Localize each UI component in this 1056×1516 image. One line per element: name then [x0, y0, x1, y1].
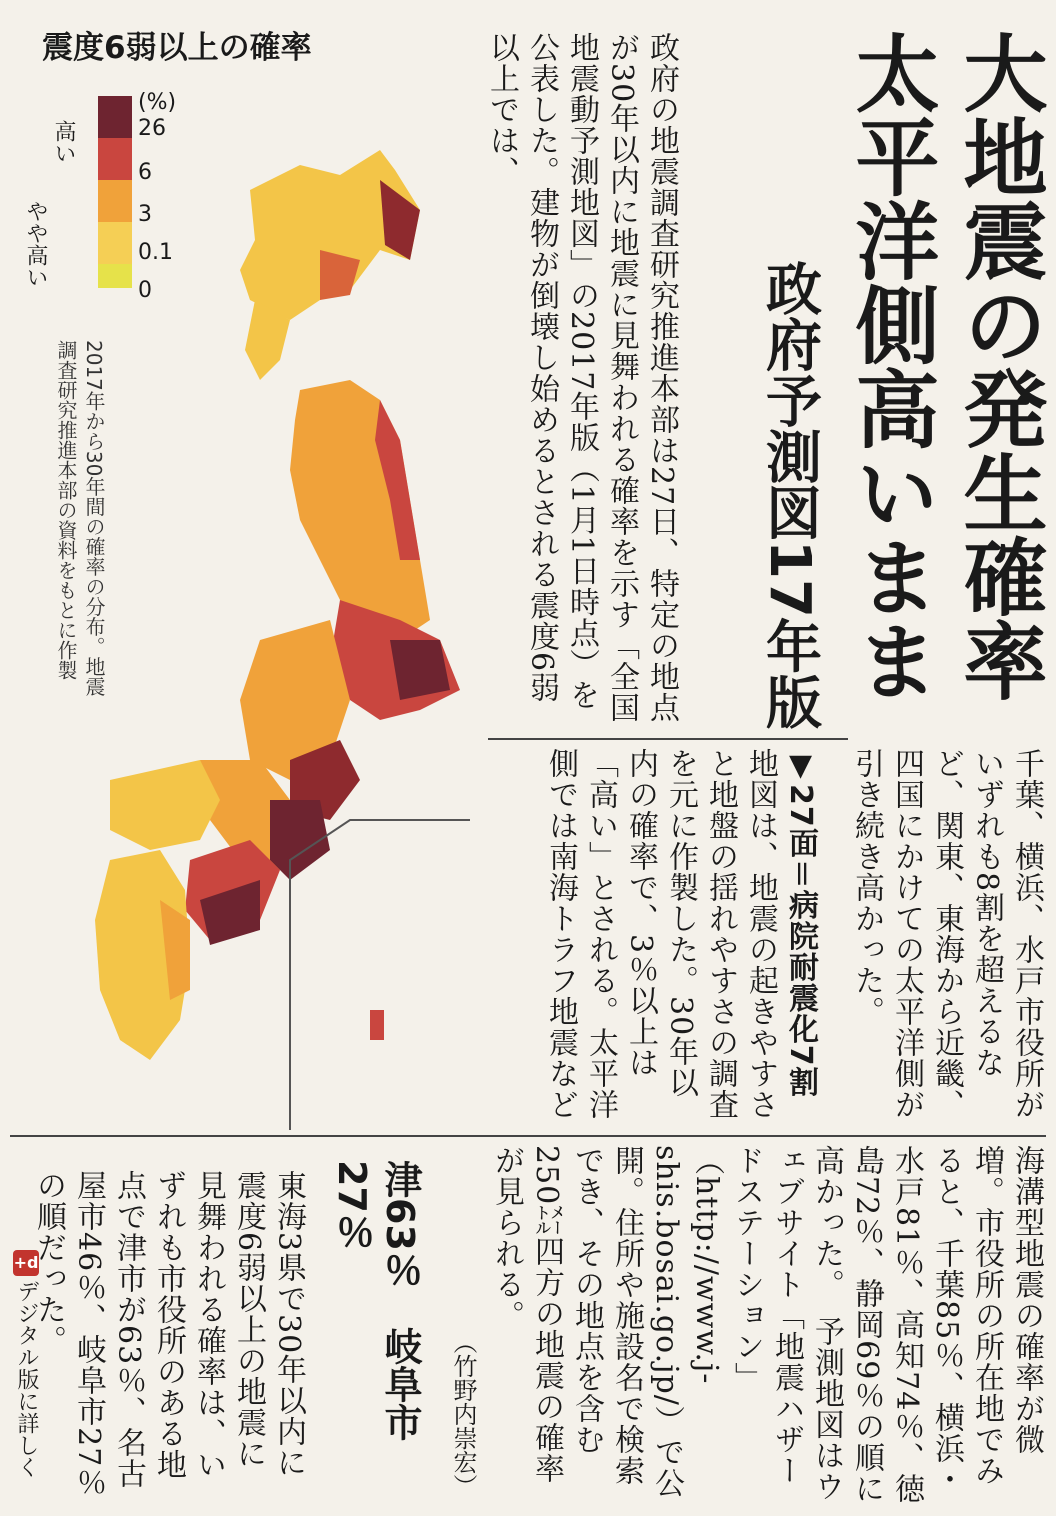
- legend-value-0-1: 0.1: [138, 240, 173, 265]
- article-body-end: 東海3県で30年以内に震度6弱以上の地震に見舞われる確率は、いずれも市役所のある地点で津市が63％、名古屋市46％、岐阜市27％の順だった。: [31, 1170, 306, 1499]
- map-title: 震度6弱以上の確率: [42, 30, 312, 66]
- legend-swatch-2: [98, 138, 132, 180]
- headline-line-1: 大地震の発生確率: [950, 30, 1048, 702]
- digital-edition-note[interactable]: デジタル版に詳しく: [14, 1280, 39, 1478]
- legend-value-6: 6: [138, 160, 152, 185]
- divider: [488, 738, 848, 740]
- legend-swatch-1: [98, 96, 132, 138]
- map-legend: [10, 90, 210, 310]
- cross-reference: ▼27面＝病院耐震化7割: [783, 748, 818, 1098]
- legend-value-3: 3: [138, 202, 152, 227]
- headline-line-2: 太平洋側高いまま: [842, 30, 940, 702]
- map-kanto-core: [390, 640, 450, 700]
- map-chugoku: [110, 760, 220, 850]
- article-body-lower: 海溝型地震の確率が微増。市役所の所在地でみると、千葉85％、横浜・水戸81％、高知74％、徳島72％、静岡69％の順に高かった。 予測地図はウェブサイト「地震ハザードステーション」（http://www.j-shis.bosai.go.jp/）で公開。住所や施設名で検索でき、その地点を含む250㍍四方の地震の確率が見られる。: [489, 1145, 1044, 1505]
- legend-label-moderate: やや高い: [23, 200, 48, 288]
- legend-value-0: 0: [138, 278, 152, 303]
- map-okinawa: [370, 1010, 384, 1040]
- legend-swatch-3: [98, 180, 132, 222]
- legend-value-26: 26: [138, 116, 166, 141]
- legend-swatch-4: [98, 222, 132, 264]
- digital-plus-icon: +d: [13, 1250, 39, 1276]
- legend-swatch-5: [98, 264, 132, 288]
- map-source-note: 2017年から30年間の確率の分布。地震調査研究推進本部の資料をもとに作製: [54, 340, 106, 697]
- article-body-top: 政府の地震調査研究推進本部は27日、特定の地点が30年以内に地震に見舞われる確率を示す「全国地震動予測地図」の2017年版（1月1日時点）を公表した。建物が倒壊し始めるとされる震度6弱以上では、: [484, 32, 679, 724]
- legend-label-high: 高い: [51, 120, 76, 164]
- subheadline: 津63％ 岐阜市27％: [330, 1160, 422, 1441]
- article-body-mid-2: 地図は、地震の起きやすさと地盤の揺れやすさの調査を元に作製した。30年以内の確率で、3％以上は「高い」とされる。太平洋側では南海トラフ地震など: [543, 748, 778, 1120]
- legend-unit: (%): [138, 90, 177, 115]
- article-body-mid: 千葉、横浜、水戸市役所がいずれも8割を超えるなど、関東、東海から近畿、四国にかけての太平洋側が引き続き高かった。: [849, 748, 1044, 1120]
- map-inset-frame: [290, 820, 470, 1130]
- byline: （竹野内崇宏）: [449, 1330, 477, 1498]
- divider: [10, 1135, 1046, 1137]
- headline-line-3: 政府予測図17年版: [757, 260, 822, 730]
